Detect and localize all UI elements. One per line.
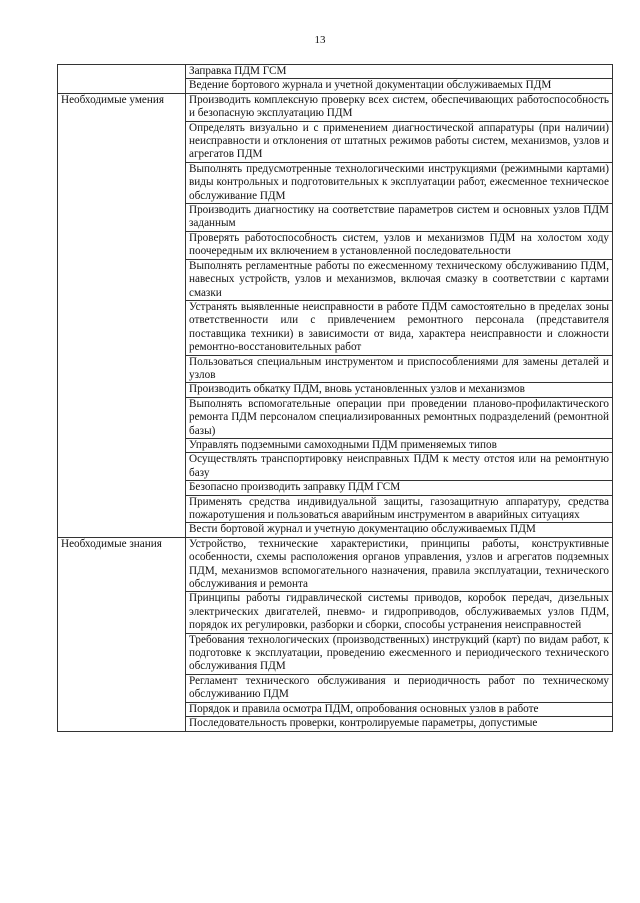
requirement-cell: Ведение бортового журнала и учетной документации обслуживаемых ПДМ bbox=[186, 79, 613, 93]
table-row bbox=[58, 93, 613, 121]
requirement-cell: Выполнять предусмотренные технологическими инструкциями (режимными картами) виды контрольных и подготовительных к эксплуатации работ, ежесменное техническое обслуживание ПДМ bbox=[186, 162, 613, 203]
competency-table bbox=[57, 64, 613, 732]
table-row bbox=[58, 65, 613, 79]
requirement-cell: Выполнять вспомогательные операции при проведении планово-профилактического ремонта ПДМ персоналом специализированных ремонтных подразделений (ремонтной базы) bbox=[186, 397, 613, 438]
requirement-cell: Принципы работы гидравлической системы приводов, коробок передач, дизельных электрических двигателей, пневмо- и гидроприводов, обслуживаемых узлов ПДМ, порядок их регулировки, разборки и сборки, способы устранения неисправностей bbox=[186, 592, 613, 633]
requirement-cell: Проверять работоспособность систем, узлов и механизмов ПДМ на холостом ходу поочередным их включением в установленной последовательности bbox=[186, 231, 613, 259]
requirement-cell: Вести бортовой журнал и учетную документацию обслуживаемых ПДМ bbox=[186, 523, 613, 537]
table-body bbox=[58, 65, 613, 732]
requirement-cell: Производить обкатку ПДМ, вновь установленных узлов и механизмов bbox=[186, 383, 613, 397]
requirement-cell: Выполнять регламентные работы по ежесменному техническому обслуживанию ПДМ, навесных устройств, узлов и механизмов, включая смазку в соответствии с картами смазки bbox=[186, 259, 613, 300]
requirement-cell: Производить диагностику на соответствие параметров систем и основных узлов ПДМ заданным bbox=[186, 204, 613, 232]
requirement-cell: Определять визуально и с применением диагностической аппаратуры (при наличии) неисправности и отклонения от штатных режимов работы систем, механизмов, узлов и агрегатов ПДМ bbox=[186, 121, 613, 162]
requirement-cell: Управлять подземными самоходными ПДМ применяемых типов bbox=[186, 438, 613, 452]
section-label: Необходимые умения bbox=[61, 93, 164, 106]
requirement-cell: Последовательность проверки, контролируемые параметры, допустимые bbox=[186, 717, 613, 731]
requirement-cell: Осуществлять транспортировку неисправных ПДМ к месту отстоя или на ремонтную базу bbox=[186, 453, 613, 481]
requirement-cell: Применять средства индивидуальной защиты, газозащитную аппаратуру, средства пожаротушения и пользоваться аварийным инструментом в аварийных ситуациях bbox=[186, 495, 613, 523]
requirement-cell: Регламент технического обслуживания и периодичность работ по техническому обслуживанию ПДМ bbox=[186, 674, 613, 702]
requirement-cell: Требования технологических (производственных) инструкций (карт) по видам работ, к подготовке к эксплуатации, проведению ежесменного и периодического технического обслуживания ПДМ bbox=[186, 633, 613, 674]
section-label-cell bbox=[58, 65, 186, 94]
requirement-cell: Пользоваться специальным инструментом и приспособлениями для замены деталей и узлов bbox=[186, 355, 613, 383]
section-label: Необходимые знания bbox=[61, 537, 162, 550]
page-number: 13 bbox=[314, 34, 326, 46]
requirement-cell: Устройство, технические характеристики, принципы работы, конструктивные особенности, схемы расположения органов управления, узлов и агрегатов подземных ПДМ, механизмов вспомогательного назначения, правила эксплуатации, технического обслуживания и ремонта bbox=[186, 537, 613, 592]
section-label-cell bbox=[58, 93, 186, 537]
requirement-cell: Порядок и правила осмотра ПДМ, опробования основных узлов в работе bbox=[186, 702, 613, 716]
requirement-cell: Производить комплексную проверку всех систем, обеспечивающих работоспособность и безопасную эксплуатацию ПДМ bbox=[186, 93, 613, 121]
section-label-cell bbox=[58, 537, 186, 731]
table-row bbox=[58, 537, 613, 592]
requirement-cell: Безопасно производить заправку ПДМ ГСМ bbox=[186, 481, 613, 495]
requirement-cell: Заправка ПДМ ГСМ bbox=[186, 65, 613, 79]
requirement-cell: Устранять выявленные неисправности в работе ПДМ самостоятельно в пределах зоны ответственности или с привлечением ремонтного персонала (представителя поставщика техники) в зависимости от вида, характера неисправности и сложности ремонтно-восстановительных работ bbox=[186, 300, 613, 355]
